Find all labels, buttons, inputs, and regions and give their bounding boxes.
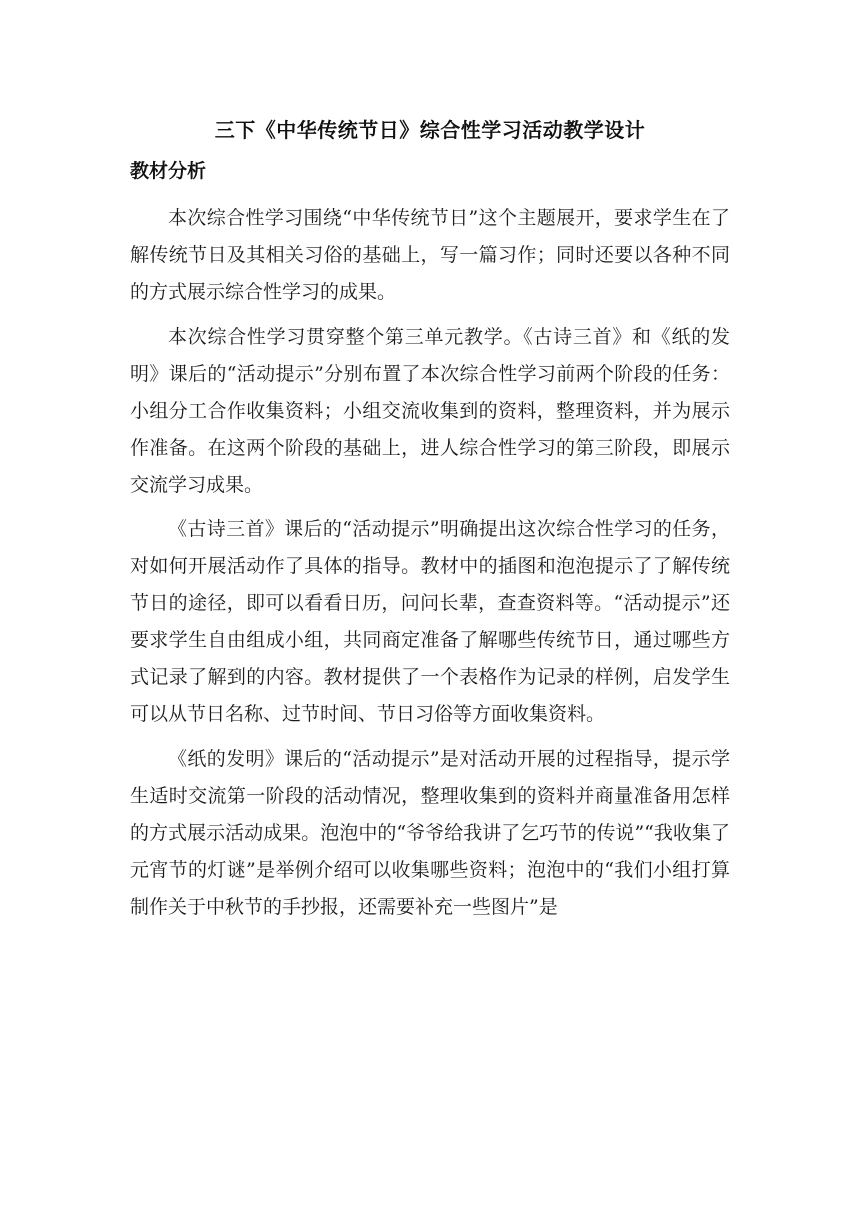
paragraph: 《纸的发明》课后的“活动提示”是对活动开展的过程指导，提示学生适时交流第一阶段的活动情况，整理收集到的资料并商量准备用怎样的方式展示活动成果。泡泡中的“爷爷给我讲了乞巧节的传说”“我收集了元宵节的灯谜”是举例介绍可以收集哪些资料；泡泡中的“我们小组打算制作关于中秋节的手抄报，还需要补充一些图片”是 [130,747,730,918]
section-heading: 教材分析 [130,160,207,182]
paragraph: 本次综合性学习围绕“中华传统节日”这个主题展开，要求学生在了解传统节日及其相关习俗的基础上，写一篇习作；同时还要以各种不同的方式展示综合性学习的成果。 [130,207,730,303]
document-body [130,200,730,933]
document-title: 三下《中华传统节日》综合性学习活动教学设计 [214,118,646,142]
paragraph: 本次综合性学习贯穿整个第三单元教学。《古诗三首》和《纸的发明》课后的“活动提示”分别布置了本次综合性学习前两个阶段的任务：小组分工合作收集资料；小组交流收集到的资料，整理资料，并为展示作准备。在这两个阶段的基础上，进人综合性学习的第三阶段，即展示交流学习成果。 [130,325,730,496]
paragraph: 《古诗三首》课后的“活动提示”明确提出这次综合性学习的任务，对如何开展活动作了具体的指导。教材中的插图和泡泡提示了了解传统节日的途径，即可以看看日历，问问长辈，查查资料等。“活动提示”还要求学生自由组成小组，共同商定准备了解哪些传统节日，通过哪些方式记录了解到的内容。教材提供了一个表格作为记录的样例，启发学生可以从节日名称、过节时间、节日习俗等方面收集资料。 [130,518,730,725]
